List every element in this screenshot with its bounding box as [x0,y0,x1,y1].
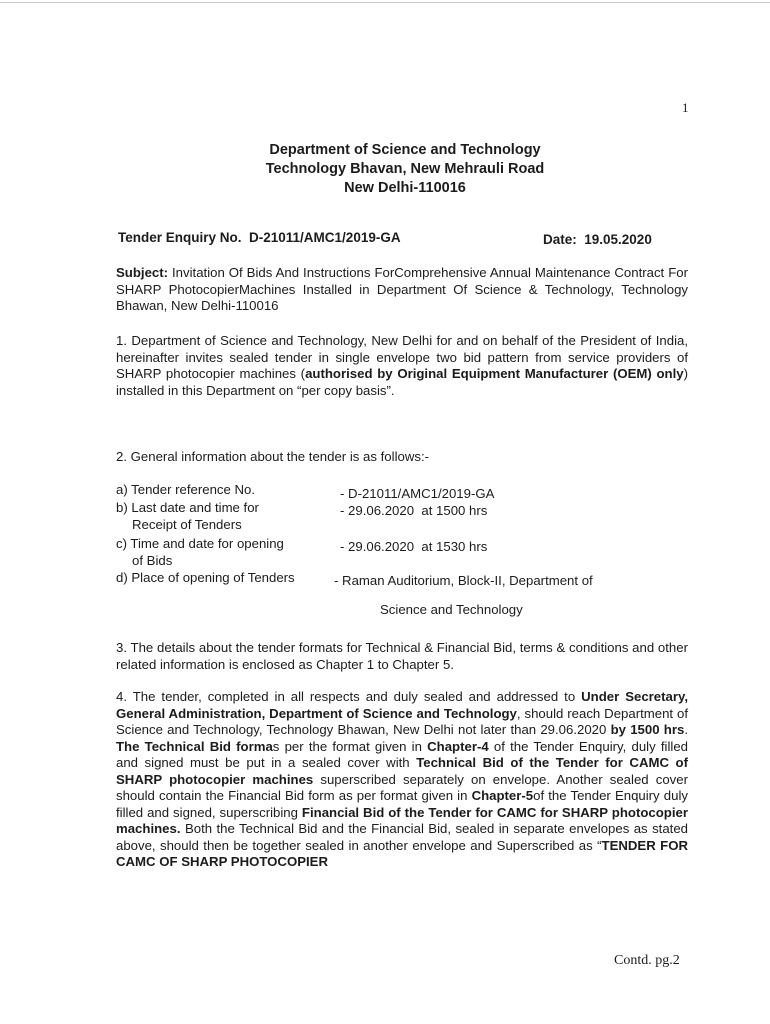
page-number: 1 [682,100,689,115]
p4-text-3: . [684,722,688,737]
p4-text-2: , should reach Department of Science and Technology, Technology Bhawan, New Delhi not later than 29.06.2020 [116,705,688,737]
page-edge-line [0,2,770,3]
letterhead-line-3: New Delhi-110016 [344,180,466,196]
info-value-a: - D-21011/AMC1/2019-GA [340,486,495,501]
paragraph-2-intro: 2. General information about the tender is as follows:- [116,449,430,464]
p4-bold-technical-bid: The Technical Bid forma [116,738,273,754]
p4-text-8: Both the Technical Bid and the Financial Bid, sealed in separate envelopes as stated above, should then be together sealed in another envelope and Superscribed as “ [116,821,688,853]
p4-text-6: superscribed separately on envelope. Another sealed cover should contain the Financial Bid form as per format given in [116,771,688,803]
tender-enquiry-number: Tender Enquiry No. D-21011/AMC1/2019-GA [118,230,401,245]
paragraph-1-text-a: 1. Department of Science and Technology, New Delhi for and on behalf of the President of India, hereinafter invites sealed tender in single envelope two bid pattern from service providers of SHARP photocopier machines ( [116,333,688,381]
info-label-d-line: d) Place of opening of Tenders [116,570,295,585]
info-value-c: - 29.06.2020 at 1530 hrs [340,539,488,554]
p4-bold-time: by 1500 hrs [610,722,685,737]
info-value-b: - 29.06.2020 at 1500 hrs [340,503,488,518]
paragraph-3: 3. The details about the tender formats for Technical & Financial Bid, terms & conditions and other related information is enclosed as Chapter 1 to Chapter 5. [116,640,688,672]
p4-text-7: of the Tender Enquiry duly filled and signed, superscribing [116,788,688,820]
info-label-d [116,570,336,587]
p4-text-1: 4. The tender, completed in all respects and duly sealed and addressed to [116,689,582,704]
p4-text-4: s per the format given in [272,738,428,754]
info-value-d-continuation: Science and Technology [380,602,523,617]
info-value-d: - Raman Auditorium, Block-II, Department of [334,573,593,588]
p4-bold-financial-superscription: Financial Bid of the Tender for CAMC for SHARP photocopier machines. [116,804,688,836]
subject-paragraph [116,265,688,315]
p4-bold-final-superscription: TENDER FOR CAMC OF SHARP PHOTOCOPIER [116,837,688,869]
subject-label: Subject: [116,265,169,280]
paragraph-1-bold-oem: authorised by Original Equipment Manufacturer (OEM) only [305,366,684,381]
info-label-a-line: a) Tender reference No. [116,482,256,497]
info-label-c-line-2: of Bids [132,552,173,568]
tender-date: Date: 19.05.2020 [543,232,652,247]
continued-note: Contd. pg.2 [614,953,680,968]
p4-bold-chapter-4: Chapter-4 [427,738,489,754]
info-label-b-line-2: Receipt of Tenders [132,516,242,532]
subject-text: Invitation Of Bids And Instructions ForComprehensive Annual Maintenance Contract For SHARP PhotocopierMachines Installed in Department Of Science & Technology, Technology Bhawan, New Delhi-110016 [116,265,688,313]
info-label-b-line-1: b) Last date and time for [116,500,259,515]
letterhead [0,141,770,198]
p4-bold-technical-superscription: Technical Bid of the Tender for CAMC of SHARP photocopier machines [116,755,688,787]
p4-text-5: of the Tender Enquiry, duly filled and signed must be put in a sealed cover with [116,738,689,770]
p4-bold-addressee: Under Secretary, General Administration, Department of Science and Technology [116,689,688,721]
info-label-c-line-1: c) Time and date for opening [116,536,284,551]
paragraph-4 [116,689,688,871]
info-label-b [116,500,336,533]
letterhead-line-1: Department of Science and Technology [269,142,541,158]
p4-bold-chapter-5: Chapter-5 [471,788,534,803]
info-label-c [116,536,336,569]
letterhead-line-2: Technology Bhavan, New Mehrauli Road [265,161,545,177]
paragraph-1-text-b: ) installed in this Department on “per copy basis”. [116,366,688,398]
paragraph-1 [116,333,688,399]
info-label-a [116,482,336,499]
